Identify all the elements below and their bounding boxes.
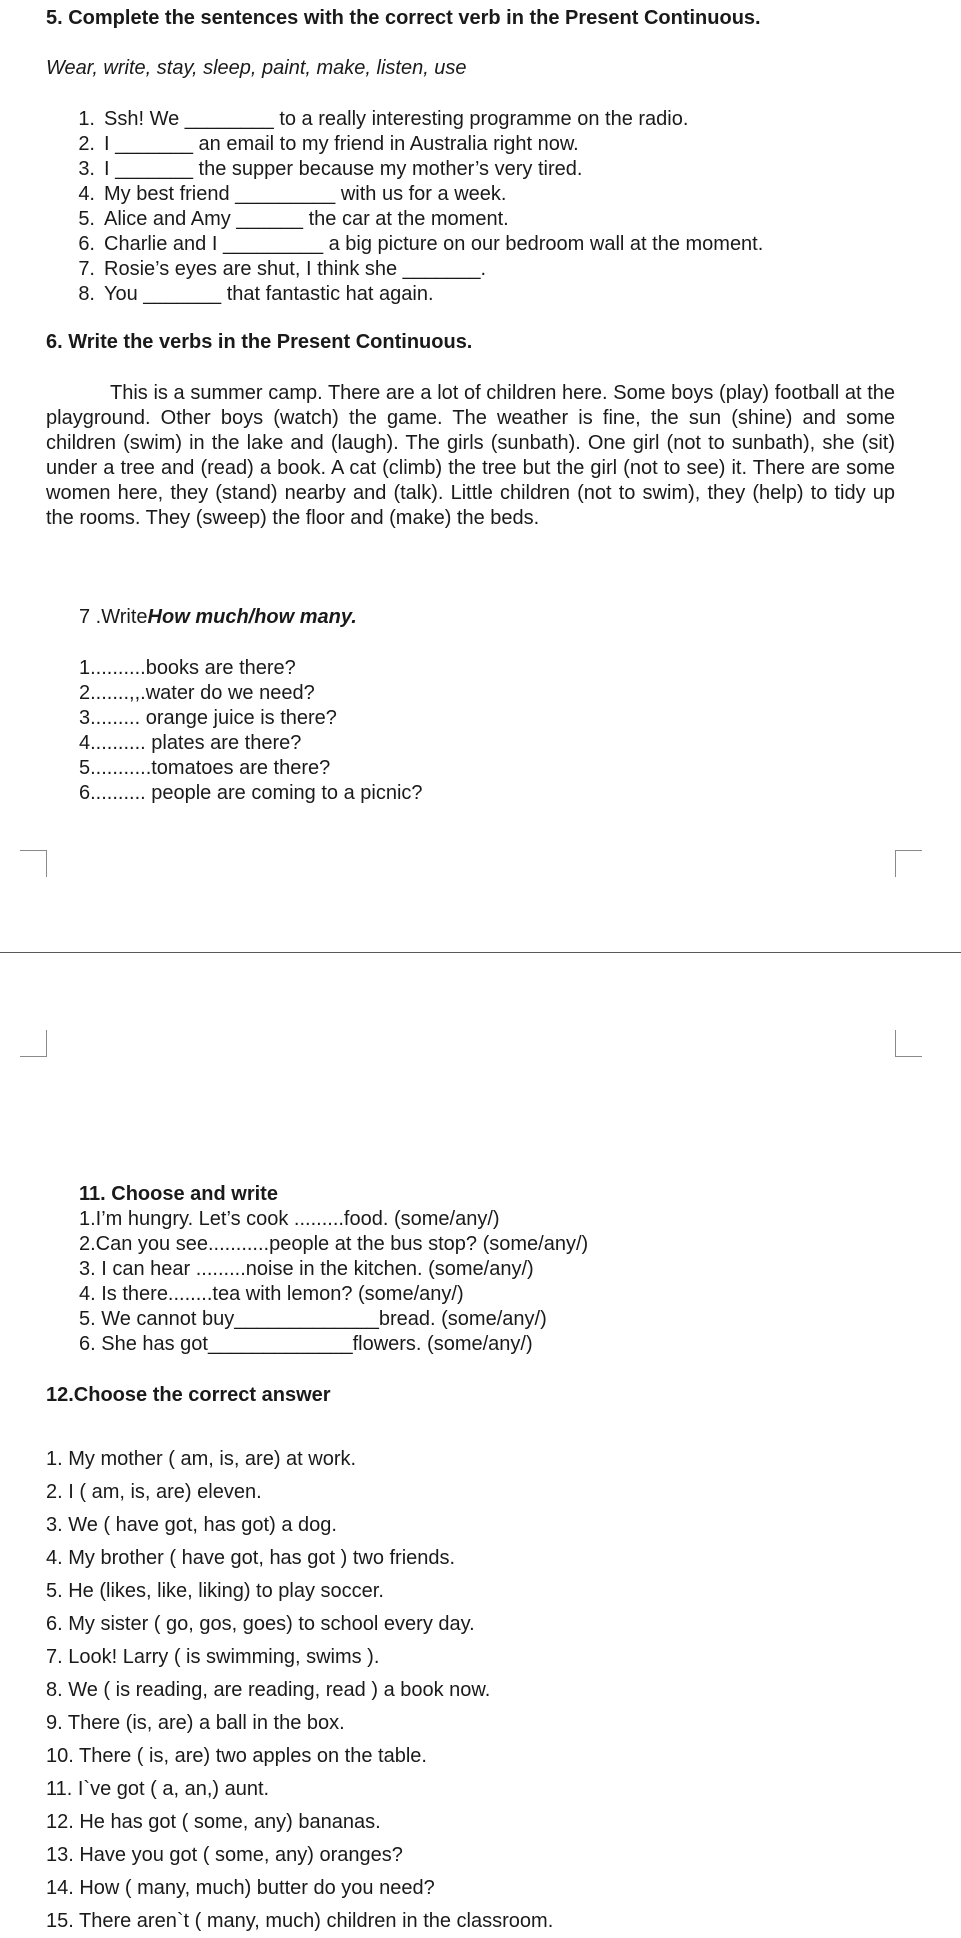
section-5-heading: 5. Complete the sentences with the correct verb in the Present Continuous. xyxy=(46,7,761,29)
list-item: 3......... orange juice is there? xyxy=(79,707,337,729)
crop-mark-bottom-right xyxy=(895,1030,922,1057)
list-item: 2. I ( am, is, are) eleven. xyxy=(46,1481,262,1503)
section-7-heading-prefix: 7 .Write xyxy=(79,606,148,628)
list-item: 6.......... people are coming to a picnic? xyxy=(79,782,423,804)
section-6-heading: 6. Write the verbs in the Present Continuous. xyxy=(46,331,473,353)
list-item xyxy=(61,132,763,157)
item-number: 2. xyxy=(78,133,95,155)
item-number: 4. xyxy=(78,183,95,205)
section-6-paragraph: This is a summer camp. There are a lot of children here. Some boys (play) football at the playground. Other boys (watch) the game. The weather is fine, the sun (shine) and some children (swim) in the lake and (laugh). The girls (sunbath). One girl (not to sunbath), she (sit) under a tree and (read) a book. A cat (climb) the tree but the girl (not to see) it. There are some women here, they (stand) nearby and (talk). Little children (not to swim), they (help) to tidy up the rooms. They (sweep) the floor and (make) the beds. xyxy=(46,382,895,529)
list-item: 4.......... plates are there? xyxy=(79,732,302,754)
list-item: 11. I`ve got ( a, an,) aunt. xyxy=(46,1778,270,1800)
list-item xyxy=(61,107,763,132)
section-12-list xyxy=(46,1443,553,1938)
section-7-list xyxy=(79,656,423,806)
item-text: Charlie and I _________ a big picture on our bedroom wall at the moment. xyxy=(104,233,764,255)
list-item xyxy=(61,182,763,207)
item-number: 3. xyxy=(78,158,95,180)
list-item: 4. Is there........tea with lemon? (some/any/) xyxy=(79,1283,464,1305)
item-number: 6. xyxy=(78,233,95,255)
list-item xyxy=(61,257,763,282)
item-number: 7. xyxy=(78,258,95,280)
list-item: 1. My mother ( am, is, are) at work. xyxy=(46,1448,357,1470)
crop-mark-top-left xyxy=(20,850,47,877)
list-item: 6. My sister ( go, gos, goes) to school every day. xyxy=(46,1613,475,1635)
list-item: 12. He has got ( some, any) bananas. xyxy=(46,1811,381,1833)
list-item: 5. He (likes, like, liking) to play soccer. xyxy=(46,1580,384,1602)
section-12-heading: 12.Choose the correct answer xyxy=(46,1384,331,1406)
crop-mark-bottom-left xyxy=(20,1030,47,1057)
list-item: 13. Have you got ( some, any) oranges? xyxy=(46,1844,403,1866)
item-text: My best friend _________ with us for a week. xyxy=(104,183,507,205)
list-item: 1..........books are there? xyxy=(79,657,296,679)
crop-mark-top-right xyxy=(895,850,922,877)
list-item: 1.I’m hungry. Let’s cook .........food. (some/any/) xyxy=(79,1208,500,1230)
list-item xyxy=(61,157,763,182)
item-number: 5. xyxy=(78,208,95,230)
item-text: I _______ an email to my friend in Australia right now. xyxy=(104,133,579,155)
item-text: I _______ the supper because my mother’s very tired. xyxy=(104,158,583,180)
item-text: Ssh! We ________ to a really interesting programme on the radio. xyxy=(104,108,689,130)
list-item: 15. There aren`t ( many, much) children in the classroom. xyxy=(46,1910,554,1932)
page-break-divider xyxy=(0,952,961,953)
list-item: 9. There (is, are) a ball in the box. xyxy=(46,1712,345,1734)
item-text: Alice and Amy ______ the car at the moment. xyxy=(104,208,509,230)
list-item: 6. She has got_____________flowers. (some/any/) xyxy=(79,1333,533,1355)
list-item: 7. Look! Larry ( is swimming, swims ). xyxy=(46,1646,380,1668)
list-item xyxy=(61,207,763,232)
list-item: 3. I can hear .........noise in the kitchen. (some/any/) xyxy=(79,1258,534,1280)
item-number: 1. xyxy=(78,108,95,130)
section-11-list xyxy=(79,1207,588,1357)
list-item: 5...........tomatoes are there? xyxy=(79,757,331,779)
item-text: Rosie’s eyes are shut, I think she _______. xyxy=(104,258,487,280)
item-text: You _______ that fantastic hat again. xyxy=(104,283,434,305)
section-7-heading-emphasis: How much/how many. xyxy=(147,606,357,628)
list-item: 8. We ( is reading, are reading, read ) a book now. xyxy=(46,1679,491,1701)
list-item: 10. There ( is, are) two apples on the table. xyxy=(46,1745,427,1767)
item-number: 8. xyxy=(78,283,95,305)
list-item: 4. My brother ( have got, has got ) two friends. xyxy=(46,1547,456,1569)
list-item: 5. We cannot buy_____________bread. (some/any/) xyxy=(79,1308,547,1330)
list-item: 2.......,,.water do we need? xyxy=(79,682,315,704)
list-item xyxy=(61,232,763,257)
section-11-heading: 11. Choose and write xyxy=(79,1183,278,1205)
section-5-word-bank: Wear, write, stay, sleep, paint, make, listen, use xyxy=(46,57,467,79)
list-item: 2.Can you see...........people at the bus stop? (some/any/) xyxy=(79,1233,589,1255)
list-item: 3. We ( have got, has got) a dog. xyxy=(46,1514,337,1536)
section-5-list xyxy=(61,107,763,307)
list-item: 14. How ( many, much) butter do you need? xyxy=(46,1877,435,1899)
section-7-heading xyxy=(79,605,357,630)
list-item xyxy=(61,282,763,307)
